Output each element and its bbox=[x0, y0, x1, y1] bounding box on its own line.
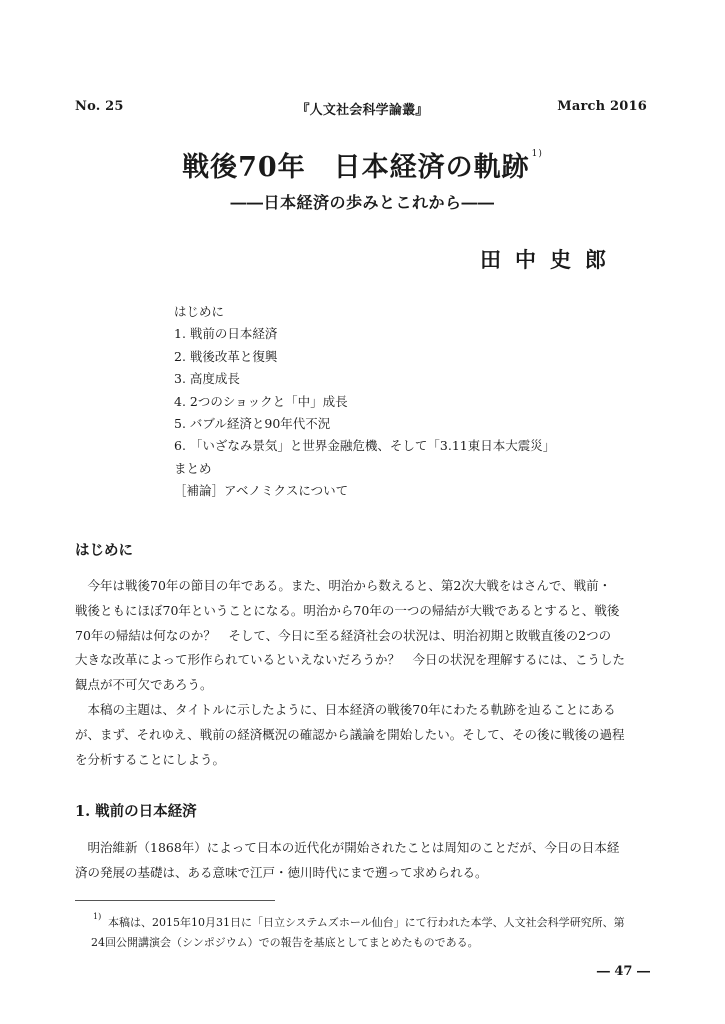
toc-item: 1. 戦前の日本経済 bbox=[174, 326, 278, 342]
footnote-mark: 1) bbox=[93, 912, 102, 921]
paragraph-line: 戦後ともにほぼ70年ということになる。明治から70年の一つの帰結が大戦であるとすると、戦後 bbox=[75, 602, 620, 618]
paragraph-line: を分析することにしよう。 bbox=[75, 751, 226, 767]
toc-item: 4. 2つのショックと「中」成長 bbox=[174, 393, 348, 409]
paragraph-line: 観点が不可欠であろう。 bbox=[75, 677, 213, 693]
section-heading-intro: はじめに bbox=[75, 542, 133, 559]
paragraph-line: 70年の帰結は何なのか？ そして、今日に至る経済社会の状況は、明治初期と敗戦直後の2つの bbox=[75, 627, 612, 643]
paragraph-intro-1 bbox=[75, 574, 653, 698]
paragraph-line: 本稿の主題は、タイトルに示したように、日本経済の戦後70年にわたる軌跡を辿ることにある bbox=[87, 702, 616, 717]
section-heading-1: 1. 戦前の日本経済 bbox=[75, 803, 197, 820]
footnote-divider bbox=[75, 900, 275, 901]
toc-item: ［補論］アベノミクスについて bbox=[174, 483, 349, 499]
paragraph-line: が、まず、それゆえ、戦前の経済概況の確認から議論を開始したい。そして、その後に戦後の過程 bbox=[75, 726, 625, 742]
author-name: 田中史郎 bbox=[480, 247, 620, 272]
journal-name: 『人文社会科学論叢』 bbox=[296, 103, 429, 118]
toc-item: 6. 「いざなみ景気」と世界金融危機、そして「3.11東日本大震災」 bbox=[174, 438, 556, 454]
paper-title-text: 戦後70年 日本経済の軌跡 bbox=[182, 152, 530, 183]
paragraph-section-1 bbox=[75, 836, 653, 886]
paper-subtitle: ――日本経済の歩みとこれから―― bbox=[230, 193, 495, 212]
toc-item: まとめ bbox=[174, 460, 212, 476]
toc-item: 3. 高度成長 bbox=[174, 371, 240, 387]
footnote-line: 本稿は、2015年10月31日に「日立システムズホール仙台」にて行われた本学、人文社会科学研究所、第 bbox=[108, 916, 625, 929]
toc-item: 5. バブル経済と90年代不況 bbox=[174, 415, 331, 431]
paragraph-line: 明治維新（1868年）によって日本の近代化が開始されたことは周知のことだが、今日の日本経 bbox=[87, 840, 620, 855]
paragraph-intro-2 bbox=[75, 698, 653, 772]
journal-issue: No. 25 bbox=[75, 99, 124, 114]
footnote-text bbox=[91, 913, 625, 953]
publication-date: March 2016 bbox=[557, 99, 647, 114]
paper-title bbox=[0, 145, 725, 184]
toc-item: 2. 戦後改革と復興 bbox=[174, 348, 278, 364]
toc-item: はじめに bbox=[174, 304, 225, 319]
title-footnote-mark: 1) bbox=[531, 149, 543, 159]
paragraph-line: 済の発展の基礎は、ある意味で江戸・徳川時代にまで遡って求められる。 bbox=[75, 864, 488, 880]
footnote-line: 24回公開講演会（シンポジウム）での報告を基底としてまとめたものである。 bbox=[91, 936, 479, 949]
table-of-contents bbox=[174, 301, 644, 503]
paragraph-line: 今年は戦後70年の節目の年である。また、明治から数えると、第2次大戦をはさんで、戦前・ bbox=[87, 578, 612, 593]
page-number: ― 47 ― bbox=[596, 964, 650, 979]
paragraph-line: 大きな改革によって形作られているといえないだろうか？ 今日の状況を理解するには、こうした bbox=[75, 652, 626, 668]
